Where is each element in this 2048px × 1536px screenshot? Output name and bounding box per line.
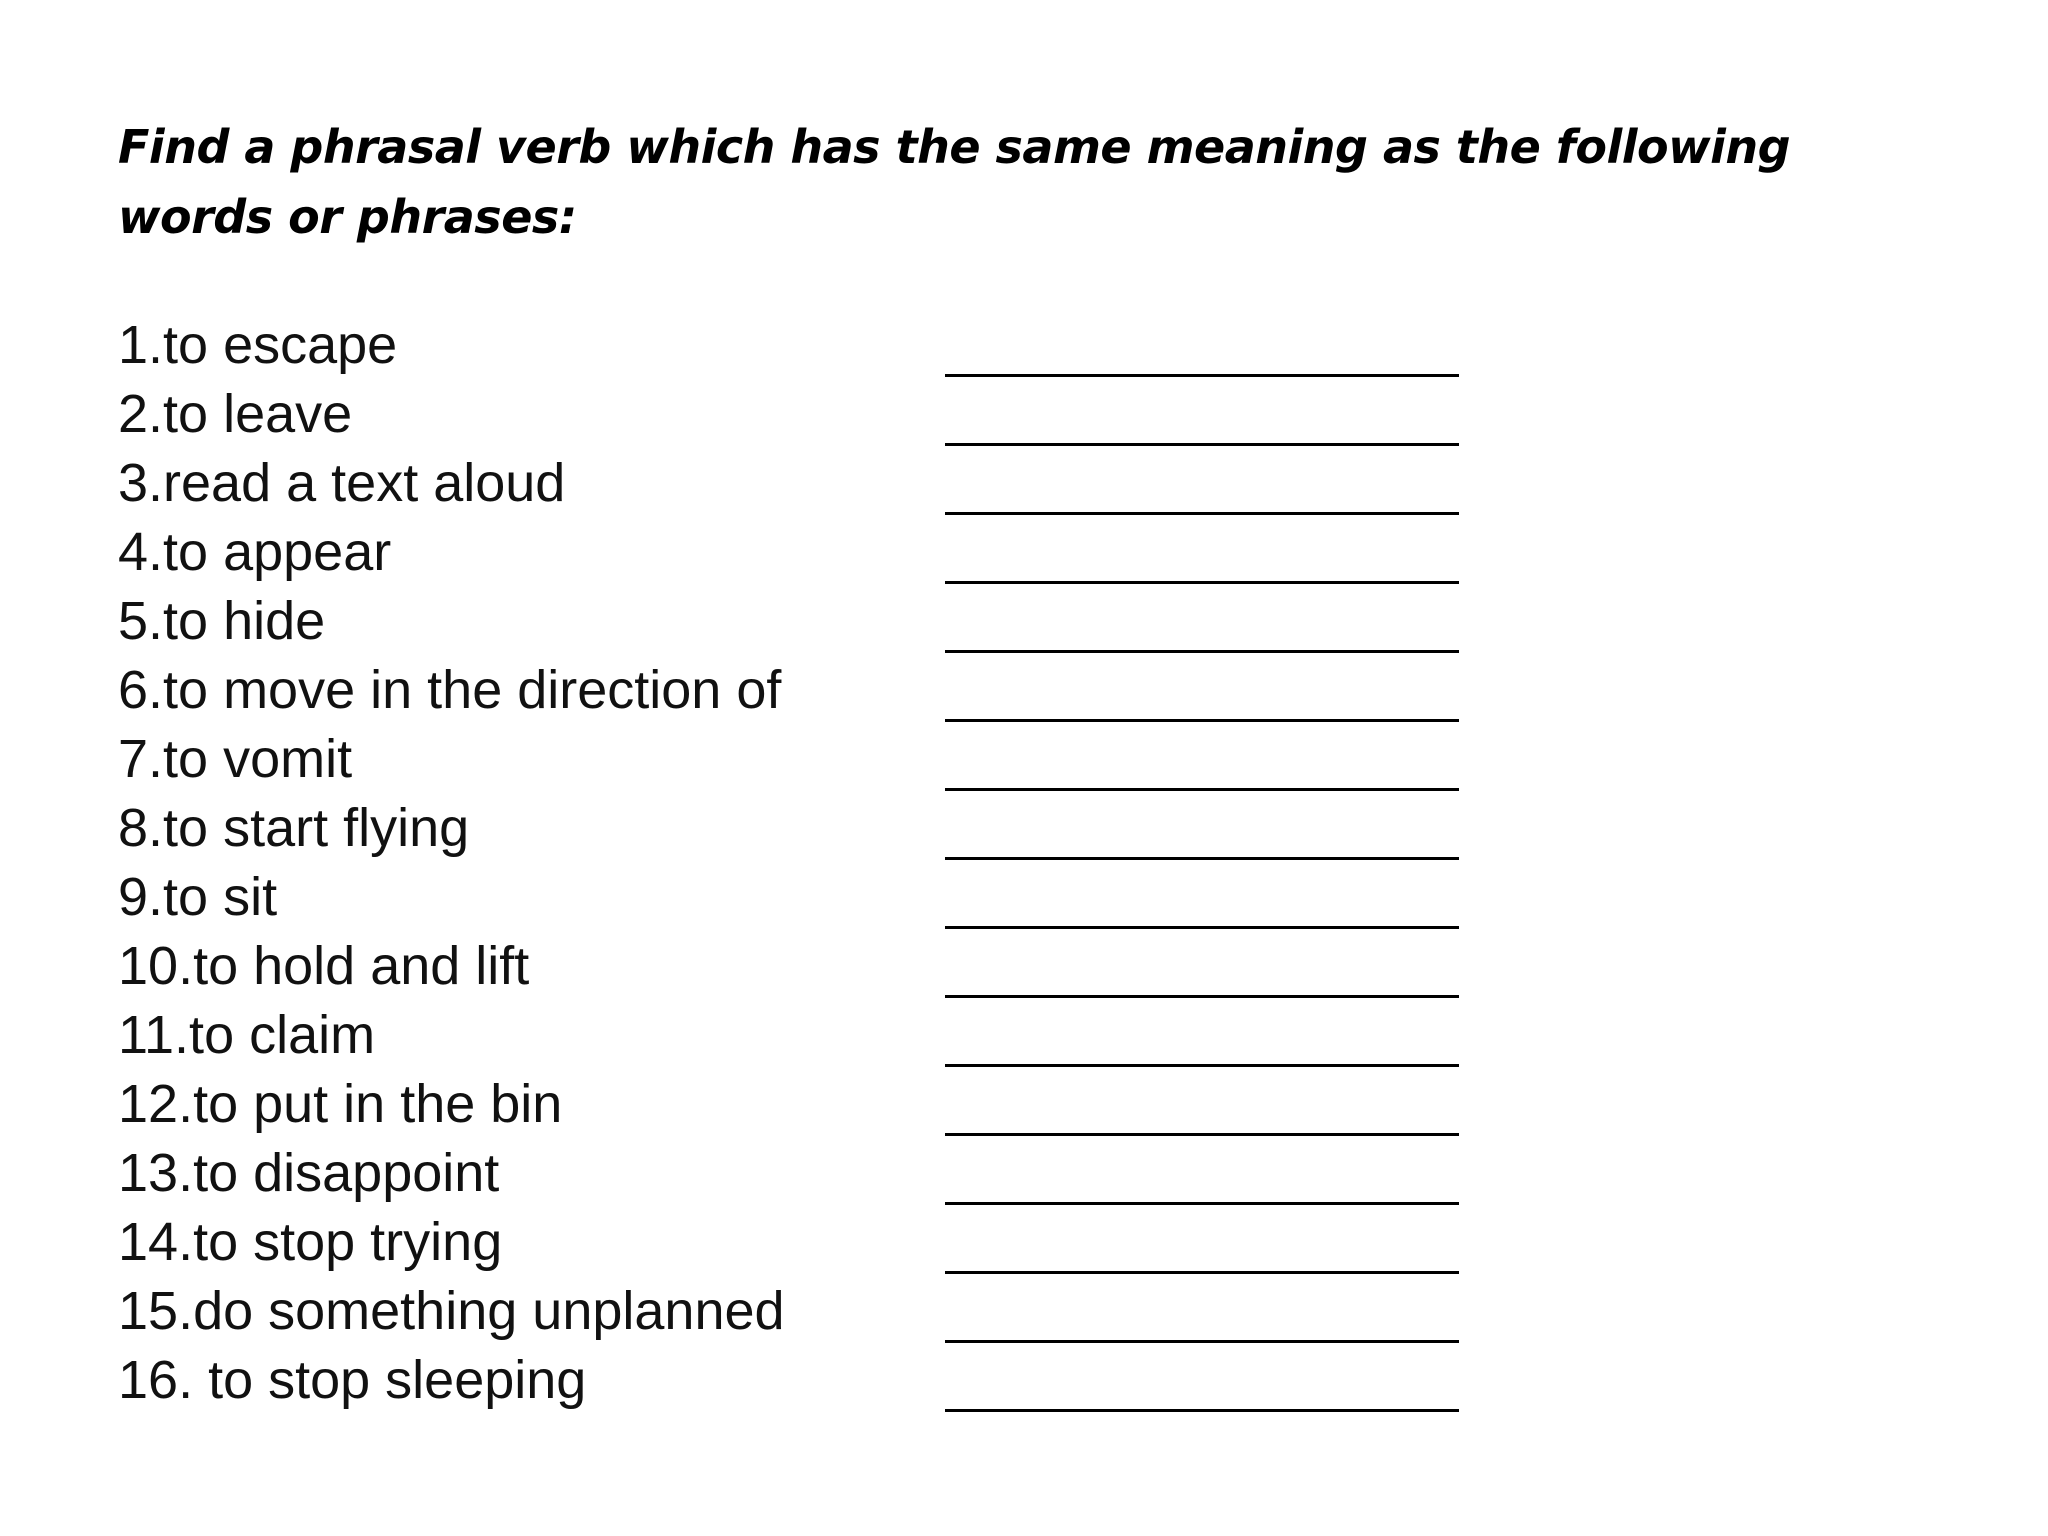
item-prompt: 13.to disappoint <box>118 1143 500 1203</box>
item-prompt: 9.to sit <box>118 867 278 927</box>
answer-blank <box>945 650 1459 653</box>
answer-blank <box>945 995 1459 998</box>
answer-blank <box>945 1409 1459 1412</box>
answer-blank <box>945 857 1459 860</box>
item-prompt: 14.to stop trying <box>118 1212 503 1272</box>
answer-blank <box>945 1271 1459 1274</box>
answer-blank <box>945 719 1459 722</box>
exercise-item <box>118 727 1478 796</box>
exercise-item <box>118 658 1478 727</box>
exercise-item <box>118 934 1478 1003</box>
answer-blank <box>945 1133 1459 1136</box>
item-prompt: 8.to start flying <box>118 798 470 858</box>
instruction-text: Find a phrasal verb which has the same meaning as the following words or phrases: <box>118 120 1791 244</box>
item-prompt: 3.read a text aloud <box>118 453 566 513</box>
answer-blank <box>945 581 1459 584</box>
exercise-item <box>118 382 1478 451</box>
item-prompt: 11.to claim <box>118 1005 376 1065</box>
exercise-item <box>118 313 1478 382</box>
exercise-list <box>118 313 1478 1417</box>
exercise-item <box>118 1072 1478 1141</box>
exercise-item <box>118 1348 1478 1417</box>
exercise-item <box>118 1279 1478 1348</box>
exercise-item <box>118 796 1478 865</box>
exercise-item <box>118 865 1478 934</box>
exercise-item <box>118 520 1478 589</box>
item-prompt: 12.to put in the bin <box>118 1074 563 1134</box>
exercise-item <box>118 589 1478 658</box>
exercise-item <box>118 1210 1478 1279</box>
exercise-item <box>118 1141 1478 1210</box>
answer-blank <box>945 374 1459 377</box>
item-prompt: 7.to vomit <box>118 729 353 789</box>
item-prompt: 2.to leave <box>118 384 353 444</box>
answer-blank <box>945 1202 1459 1205</box>
item-prompt: 5.to hide <box>118 591 326 651</box>
answer-blank <box>945 926 1459 929</box>
exercise-item <box>118 1003 1478 1072</box>
item-prompt: 6.to move in the direction of <box>118 660 782 720</box>
item-prompt: 16. to stop sleeping <box>118 1350 587 1410</box>
answer-blank <box>945 512 1459 515</box>
answer-blank <box>945 1064 1459 1067</box>
answer-blank <box>945 1340 1459 1343</box>
item-prompt: 10.to hold and lift <box>118 936 530 996</box>
exercise-item <box>118 451 1478 520</box>
item-prompt: 1.to escape <box>118 315 398 375</box>
item-prompt: 15.do something unplanned <box>118 1281 785 1341</box>
answer-blank <box>945 443 1459 446</box>
answer-blank <box>945 788 1459 791</box>
item-prompt: 4.to appear <box>118 522 392 582</box>
